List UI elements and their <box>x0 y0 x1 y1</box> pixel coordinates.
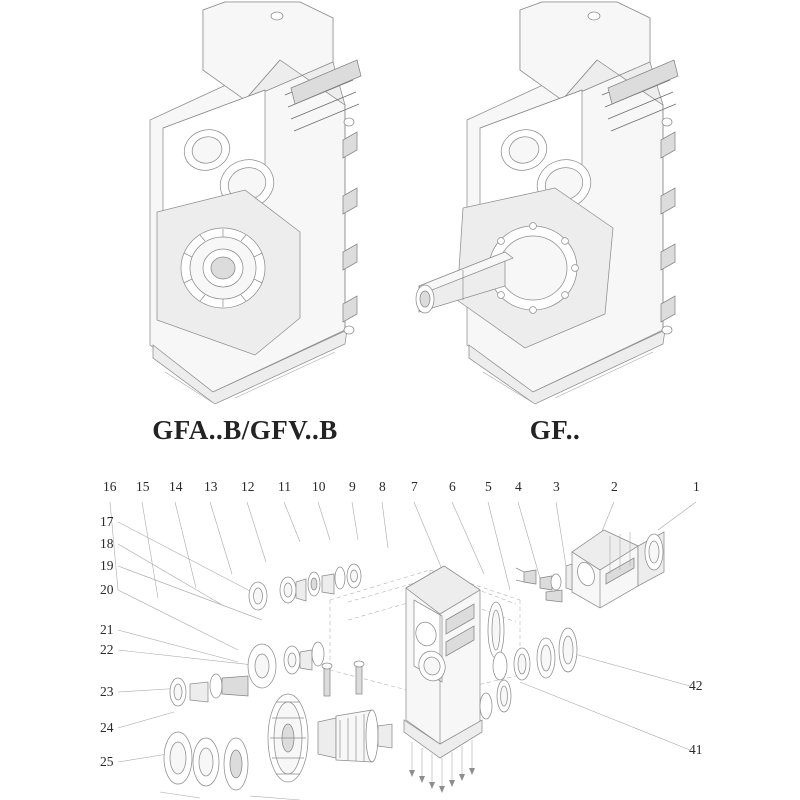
callout-23: 23 <box>100 684 114 699</box>
callout-9: 9 <box>349 479 356 494</box>
callout-8: 8 <box>379 479 386 494</box>
callout-5: 5 <box>485 479 492 494</box>
callout-21: 21 <box>100 622 114 637</box>
callout-7: 7 <box>411 479 418 494</box>
gearbox-view-gf <box>405 0 705 400</box>
callout-13: 13 <box>204 479 218 494</box>
caption-gf: GF.. <box>529 415 581 445</box>
callout-17: 17 <box>100 514 114 529</box>
callout-41: 41 <box>689 742 703 757</box>
callout-24: 24 <box>100 720 114 735</box>
callout-18: 18 <box>100 536 114 551</box>
callout-20: 20 <box>100 582 114 597</box>
callout-16: 16 <box>103 479 117 494</box>
callout-2: 2 <box>611 479 618 494</box>
callout-12: 12 <box>241 479 255 494</box>
callout-3: 3 <box>553 479 560 494</box>
callout-19: 19 <box>100 558 114 573</box>
callout-1: 1 <box>693 479 700 494</box>
callout-22: 22 <box>100 642 114 657</box>
exploded-view-section <box>0 470 800 800</box>
exploded-drawing <box>0 470 800 800</box>
callout-14: 14 <box>169 479 183 494</box>
callout-6: 6 <box>449 479 456 494</box>
gearbox-view-gfa-b <box>95 0 385 400</box>
callout-4: 4 <box>515 479 522 494</box>
callout-42: 42 <box>689 678 703 693</box>
callout-25: 25 <box>100 754 114 769</box>
callout-10: 10 <box>312 479 326 494</box>
caption-gfa-b-gfv-b: GFA..B/GFV..B <box>152 415 338 445</box>
callout-11: 11 <box>278 479 291 494</box>
callout-15: 15 <box>136 479 150 494</box>
